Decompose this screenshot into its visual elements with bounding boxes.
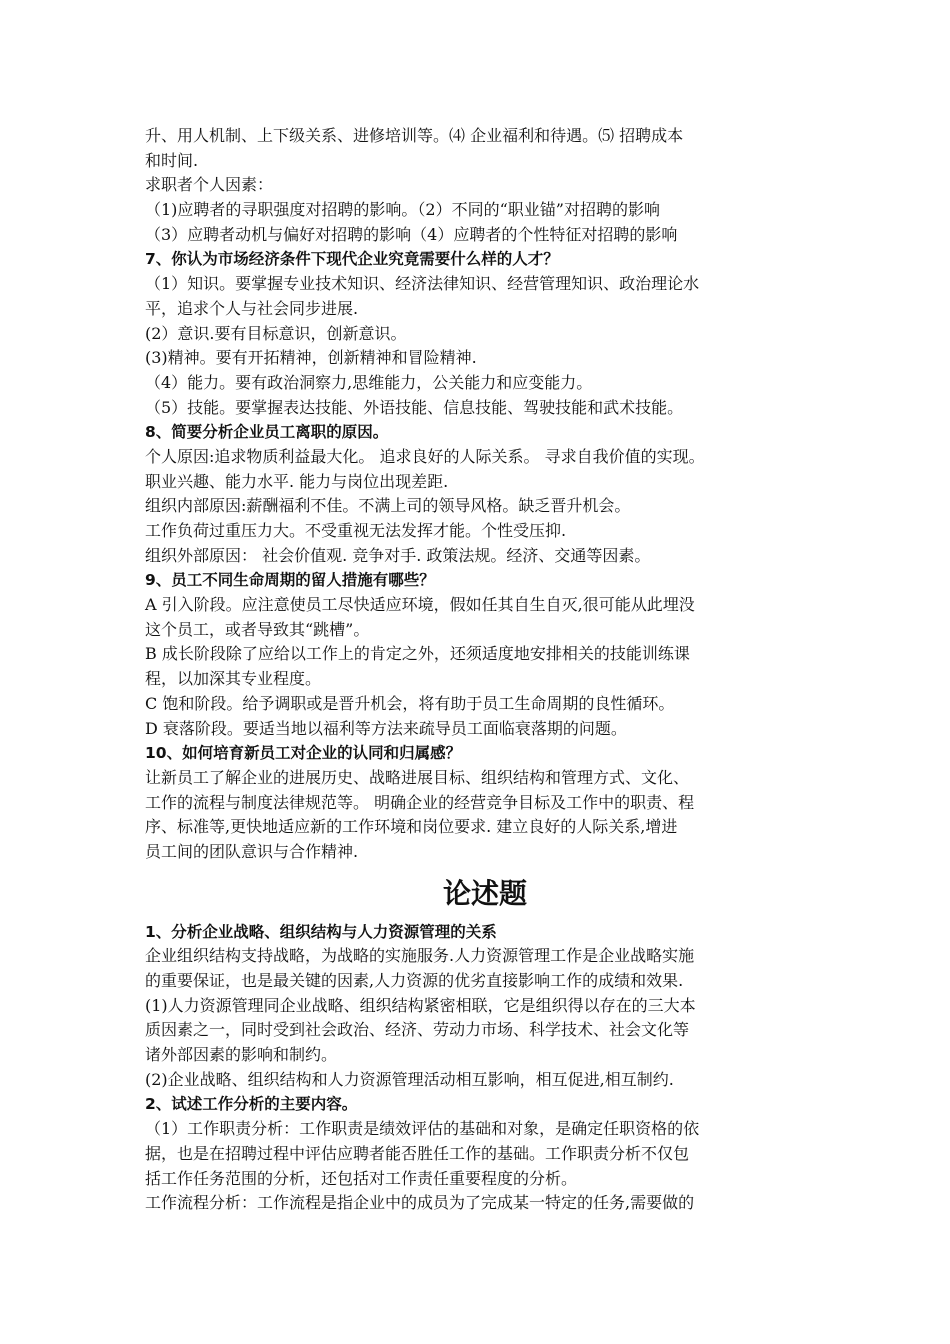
text-line: 组织内部原因:薪酬福利不佳。不满上司的领导风格。缺乏晋升机会。	[145, 496, 631, 516]
essay-question-2	[145, 1092, 825, 1215]
text-line: (1)人力资源管理同企业战略、组织结构紧密相联，它是组织得以存在的三大本	[145, 995, 696, 1015]
text-line: (3)精神。要有开拓精神，创新精神和冒险精神.	[145, 348, 477, 368]
text-line: （1)应聘者的寻职强度对招聘的影响。（2）不同的“职业锚”对招聘的影响	[145, 200, 660, 220]
essay-question-1	[145, 920, 825, 1093]
text-line: 员工间的团队意识与合作精神.	[145, 841, 359, 861]
text-line: (2）意识.要有目标意识，创新意识。	[145, 323, 407, 343]
text-line: 这个员工，或者导致其“跳槽”。	[145, 619, 370, 639]
question-7	[145, 247, 825, 420]
text-line: 个人原因:追求物质利益最大化。 追求良好的人际关系。 寻求自我价值的实现。	[145, 446, 705, 466]
text-line: （4）能力。要有政治洞察力,思维能力，公关能力和应变能力。	[145, 372, 593, 392]
section-title: 论述题	[442, 876, 527, 910]
text-line: C 饱和阶段。给予调职或是晋升机会，将有助于员工生命周期的良性循环。	[145, 693, 675, 713]
text-line: 质因素之一，同时受到社会政治、经济、劳动力市场、科学技术、社会文化等	[145, 1020, 690, 1040]
text-line: 工作的流程与制度法律规范等。 明确企业的经营竞争目标及工作中的职责、程	[145, 792, 695, 812]
text-line: 序、标准等,更快地适应新的工作环境和岗位要求. 建立良好的人际关系,增进	[145, 817, 678, 837]
text-line: D 衰落阶段。要适当地以福利等方法来疏导员工面临衰落期的问题。	[145, 718, 627, 738]
text-line: 括工作任务范围的分析，还包括对工作责任重要程度的分析。	[145, 1168, 578, 1188]
text-line: 升、用人机制、上下级关系、进修培训等。⑷ 企业福利和待遇。⑸ 招聘成本	[145, 126, 684, 145]
text-line: 诸外部因素的影响和制约。	[145, 1045, 338, 1065]
text-line: 企业组织结构支持战略，为战略的实施服务.人力资源管理工作是企业战略实施	[145, 946, 695, 966]
question-10	[145, 741, 825, 864]
question-heading: 8、简要分析企业员工离职的原因。	[145, 423, 389, 442]
question-heading: 9、员工不同生命周期的留人措施有哪些？	[145, 571, 435, 590]
document-page	[145, 124, 825, 1216]
text-line: 和时间.	[145, 150, 199, 170]
text-line: 程，以加深其专业程度。	[145, 669, 322, 689]
text-line: 求职者个人因素：	[145, 175, 274, 195]
question-9	[145, 568, 825, 741]
text-line: （1）工作职责分析：工作职责是绩效评估的基础和对象，是确定任职资格的依	[145, 1119, 700, 1139]
question-8	[145, 420, 825, 568]
question-heading: 2、试述工作分析的主要内容。	[145, 1095, 358, 1114]
text-line: A 引入阶段。应注意使员工尽快适应环境，假如任其自生自灭,很可能从此埋没	[145, 595, 695, 615]
text-line: (2)企业战略、组织结构和人力资源管理活动相互影响，相互促进,相互制约.	[145, 1069, 674, 1089]
text-line: B 成长阶段除了应给以工作上的肯定之外，还须适度地安排相关的技能训练课	[145, 644, 690, 664]
text-line: （5）技能。要掌握表达技能、外语技能、信息技能、驾驶技能和武术技能。	[145, 397, 684, 417]
text-line: 工作负荷过重压力大。不受重视无法发挥才能。个性受压抑.	[145, 521, 567, 540]
text-line: 据，也是在招聘过程中评估应聘者能否胜任工作的基础。工作职责分析不仅包	[145, 1143, 690, 1163]
section-recruitment-factors	[145, 124, 825, 247]
question-heading: 10、如何培育新员工对企业的认同和归属感？	[145, 744, 462, 763]
question-heading: 1、分析企业战略、组织结构与人力资源管理的关系	[145, 922, 497, 941]
text-line: 职业兴趣、能力水平. 能力与岗位出现差距.	[145, 471, 449, 491]
text-line: 组织外部原因： 社会价值观. 竞争对手. 政策法规。经济、交通等因素。	[145, 545, 651, 565]
text-line: 工作流程分析：工作流程是指企业中的成员为了完成某一特定的任务,需要做的	[145, 1193, 695, 1213]
text-line: （3）应聘者动机与偏好对招聘的影响（4）应聘者的个性特征对招聘的影响	[145, 224, 678, 244]
question-heading: 7、你认为市场经济条件下现代企业究竟需要什么样的人才？	[145, 250, 559, 269]
text-line: 平，追求个人与社会同步进展.	[145, 298, 359, 318]
text-line: 的重要保证，也是最关键的因素,人力资源的优劣直接影响工作的成绩和效果.	[145, 971, 684, 990]
text-line: （1）知识。要掌握专业技术知识、经济法律知识、经营管理知识、政治理论水	[145, 274, 700, 294]
text-line: 让新员工了解企业的进展历史、战略进展目标、组织结构和管理方式、文化、	[145, 767, 690, 787]
